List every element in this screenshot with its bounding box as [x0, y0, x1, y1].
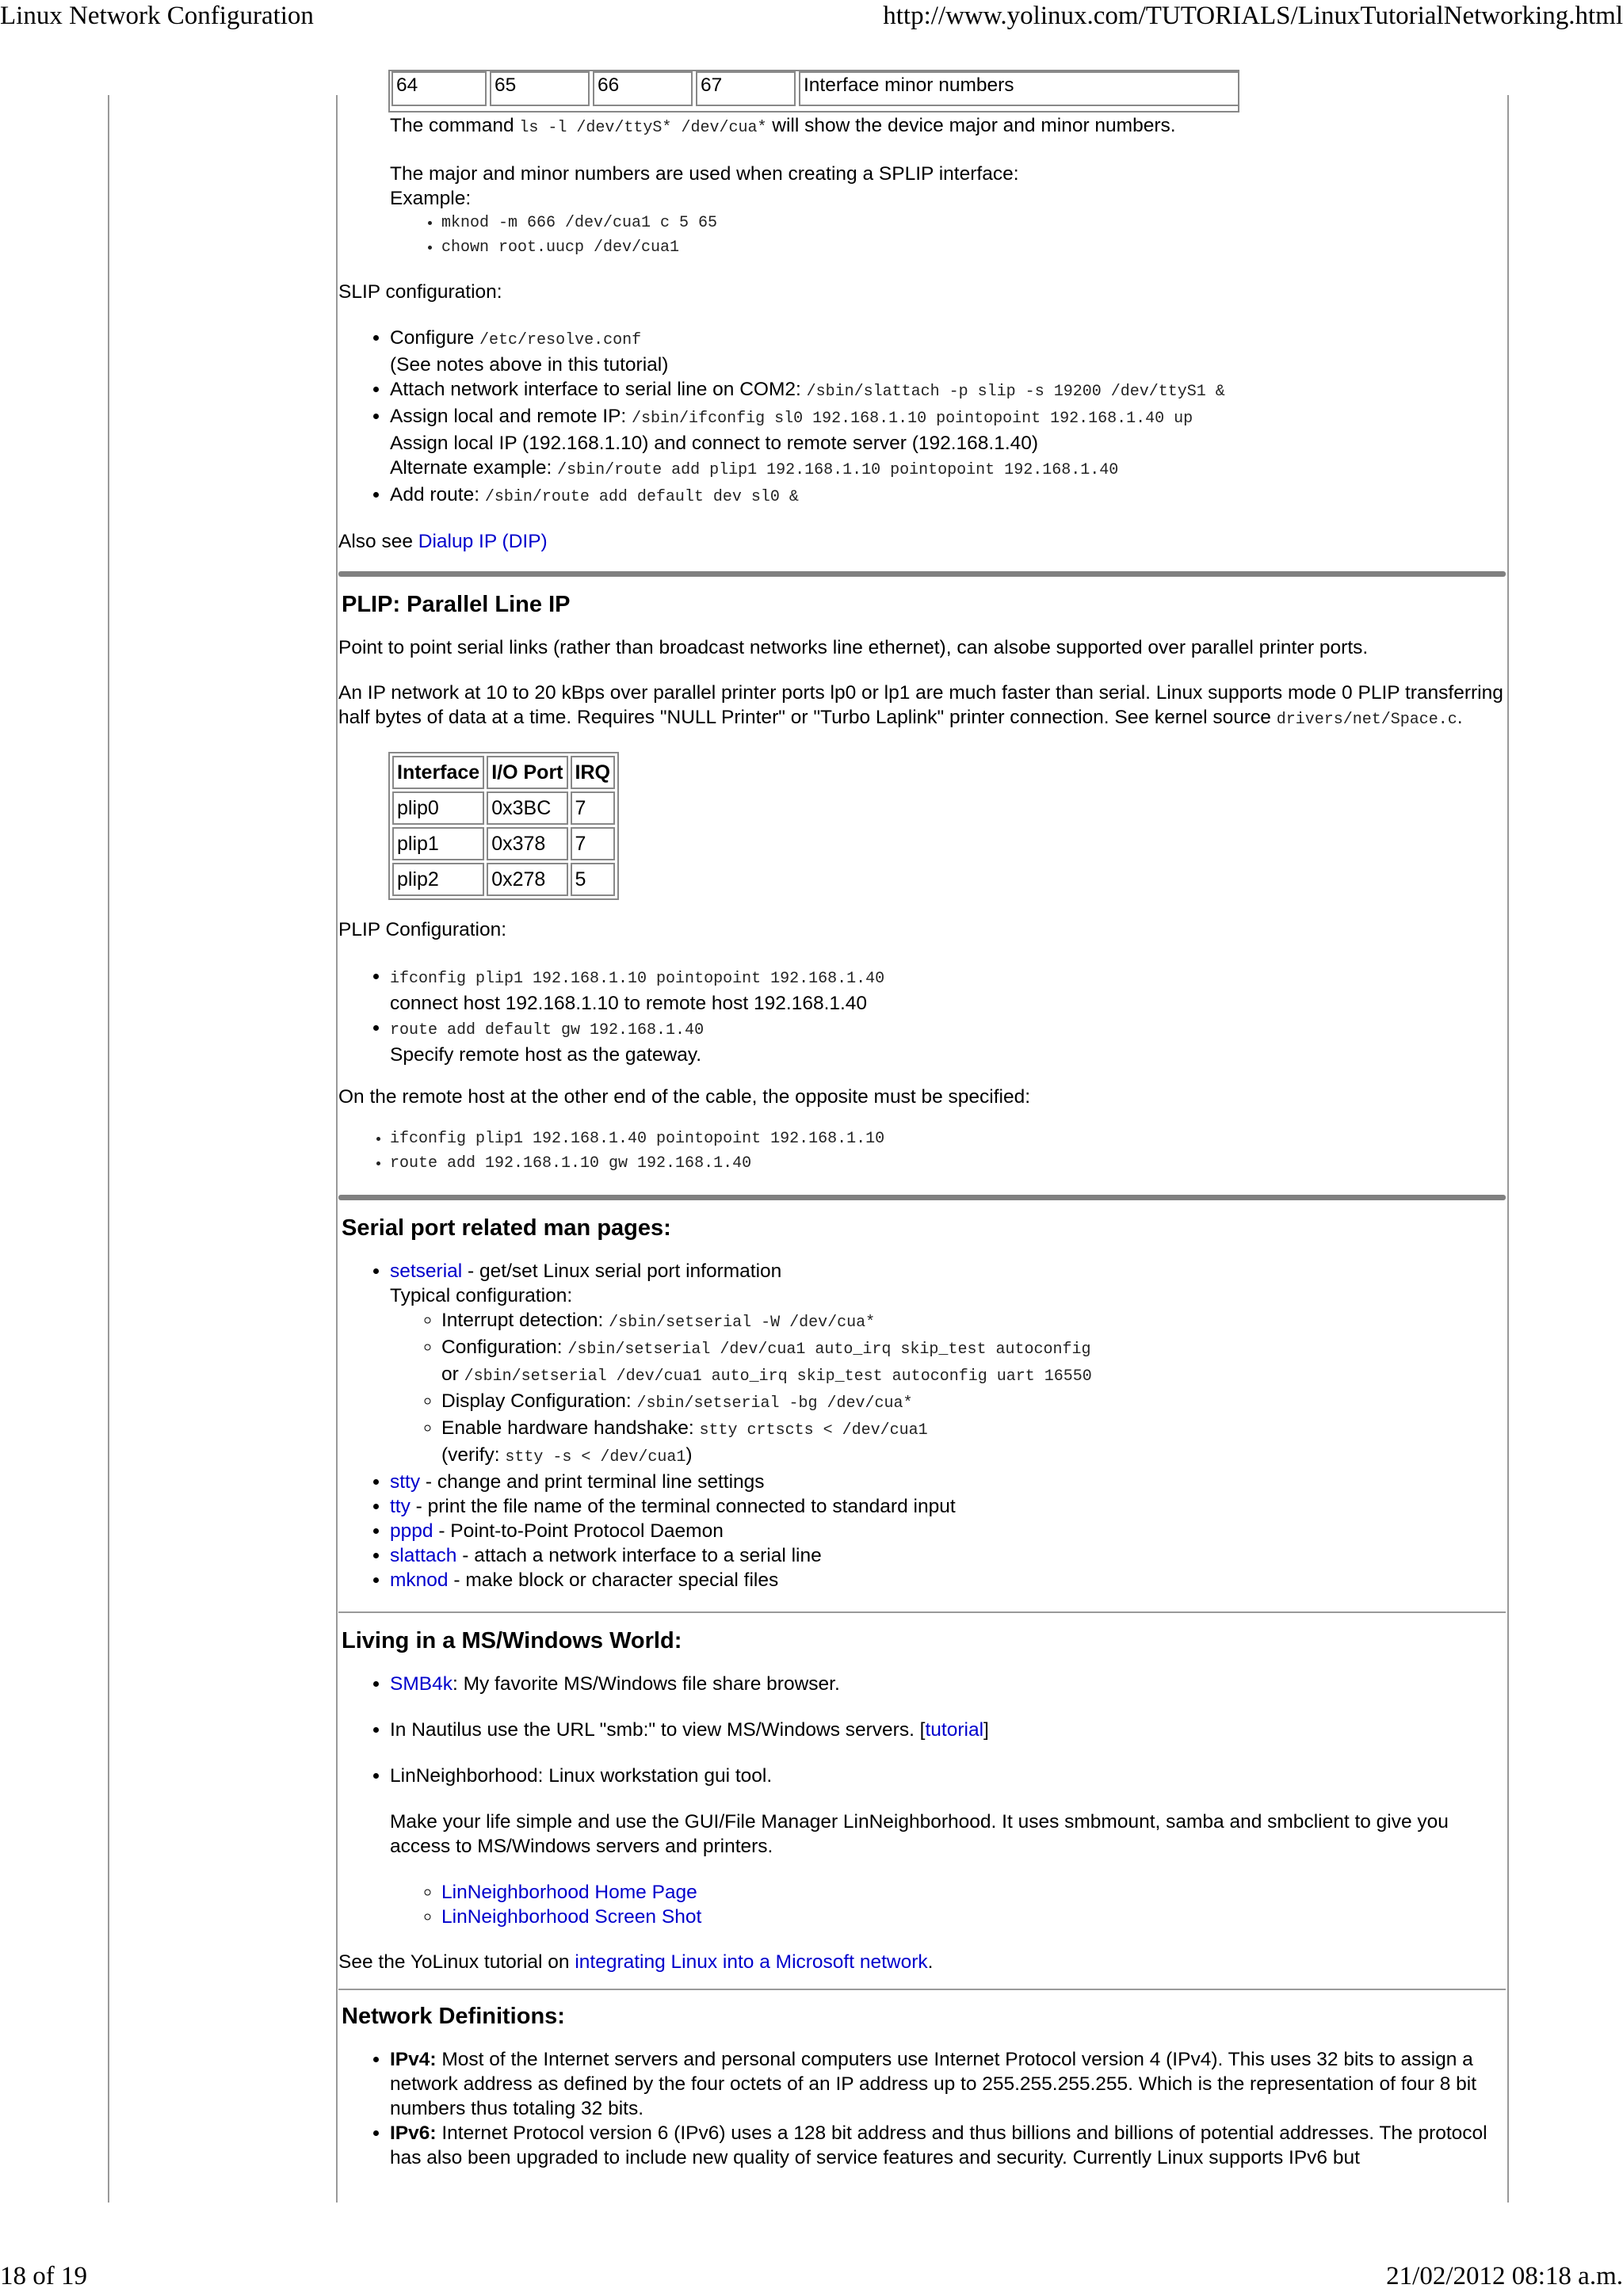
plip-paragraph: Point to point serial links (rather than broadcast networks line ethernet), can alsobe supported over parallel printer ports. — [338, 637, 1369, 658]
list-item — [441, 1880, 1506, 1905]
partial-cell: 67 — [696, 71, 796, 106]
list-item: ◦ Display Configuration: /sbin/setserial -bg /dev/cua* — [441, 1389, 1506, 1416]
list-item: • chown root.uucp /dev/cua1 — [441, 235, 1506, 260]
partial-cell: 64 — [391, 71, 487, 106]
table-cell: 0x278 — [487, 863, 567, 896]
mknod-link[interactable]: mknod — [390, 1569, 449, 1591]
list-item: • mknod -m 666 /dev/cua1 c 5 65 — [441, 211, 1506, 235]
definitions-heading: Network Definitions: — [342, 2004, 565, 2029]
list-item: • Assign local and remote IP: /sbin/ifconfig sl0 192.168.1.10 pointopoint 192.168.1.40 up Assign local IP (192.168.1.10) and connect to remote server (192.168.1.40) Alternate example: /sbin/route add plip1 192.168.1.10 pointopoint 192.168.1.40 — [390, 404, 1506, 482]
table-row — [392, 791, 615, 825]
list-item: • mknod - make block or character special files — [390, 1568, 1506, 1592]
table-header: I/O Port — [487, 756, 567, 789]
plip-heading: PLIP: Parallel Line IP — [342, 592, 571, 617]
print-header-url: http://www.yolinux.com/TUTORIALS/LinuxTutorialNetworking.html — [883, 2, 1623, 30]
table-row — [392, 827, 615, 860]
list-item: • setserial - get/set Linux serial port information Typical configuration: ◦ Interrupt detection: /sbin/setserial -W /dev/cua* ◦ Configuration: /sbin/setserial /dev/cua1 auto_irq skip_test autoconfig or /sbin/setserial /dev/cua1 auto_irq skip_test autoconfig uart 16550 ◦ Display Configuration: /sbin/setserial -bg /dev/cua* ◦ Enable hardware handshake: stty crtscts < /dev/cua1 (verify: stty -s < /dev/cua1) — [390, 1259, 1506, 1470]
plip-paragraph: An IP network at 10 to 20 kBps over parallel printer ports lp0 or lp1 are much faster than serial. Linux supports mode 0 PLIP transferring half bytes of data at a time. Requires "NULL Printer" or "Turbo Laplink" printer connection. See kernel source drivers/net/Space.c. — [338, 682, 1503, 729]
smb4k-link[interactable]: SMB4k — [390, 1673, 453, 1695]
table-cell: 0x378 — [487, 827, 567, 860]
stty-link[interactable]: stty — [390, 1471, 421, 1493]
table-cell: 7 — [571, 827, 615, 860]
content-left-rule — [336, 95, 338, 2203]
see-yolinux-text: See the YoLinux tutorial on integrating Linux into a Microsoft network. — [338, 1951, 934, 1973]
table-cell: plip2 — [392, 863, 484, 896]
ms-network-link[interactable]: integrating Linux into a Microsoft network — [575, 1951, 928, 1973]
list-item: • Attach network interface to serial line on COM2: /sbin/slattach -p slip -s 19200 /dev/ttyS1 & — [390, 377, 1506, 404]
print-footer-datetime: 21/02/2012 08:18 a.m. — [1386, 2262, 1623, 2290]
plip-table — [388, 752, 619, 900]
list-item: • slattach - attach a network interface to a serial line — [390, 1543, 1506, 1568]
section-divider — [338, 1611, 1506, 1613]
code-ls: ls -l /dev/ttyS* /dev/cua* — [519, 119, 767, 137]
tty-link[interactable]: tty — [390, 1496, 411, 1517]
plip-config-heading: PLIP Configuration: — [338, 919, 507, 940]
list-item: • route add default gw 192.168.1.40 Specify remote host as the gateway. — [390, 1016, 1506, 1067]
list-item: • LinNeighborhood: Linux workstation gui tool. Make your life simple and use the GUI/File Manager LinNeighborhood. It uses smbmount, samba and smbclient to give you access to MS/Windows servers and printers. ◦ LinNeighborhood Home Page ◦ LinNeighborhood Screen Shot — [390, 1764, 1506, 1929]
linneighborhood-links — [390, 1880, 1506, 1929]
table-cell: 7 — [571, 791, 615, 825]
plip-remote-text: On the remote host at the other end of the cable, the opposite must be specified: — [338, 1086, 1031, 1108]
list-item: • Configure /etc/resolve.conf (See notes above in this tutorial) — [390, 326, 1506, 377]
table-header: IRQ — [571, 756, 615, 789]
windows-list — [338, 1672, 1506, 1929]
linneighborhood-desc: Make your life simple and use the GUI/File Manager LinNeighborhood. It uses smbmount, samba and smbclient to give you access to MS/Windows servers and printers. — [390, 1811, 1449, 1857]
list-item: • IPv4: Most of the Internet servers and personal computers use Internet Protocol version 4 (IPv4). This uses 32 bits to assign a network address as defined by the four octets of an IP address up to 255.255.255.255. Which is the representation of four 8 bit numbers thus totaling 32 bits. — [390, 2047, 1506, 2121]
example-list — [338, 211, 1506, 260]
table-cell: plip0 — [392, 791, 484, 825]
list-item: • In Nautilus use the URL "smb:" to view MS/Windows servers. [tutorial] — [390, 1718, 1506, 1742]
windows-heading: Living in a MS/Windows World: — [342, 1628, 682, 1653]
slip-heading: SLIP configuration: — [338, 281, 502, 303]
list-item: • SMB4k: My favorite MS/Windows file share browser. — [390, 1672, 1506, 1696]
list-item: • pppd - Point-to-Point Protocol Daemon — [390, 1519, 1506, 1543]
section-divider — [338, 571, 1506, 577]
plip-config-list — [338, 964, 1506, 1067]
partial-cell: 65 — [490, 71, 590, 106]
table-header: Interface — [392, 756, 484, 789]
list-item: ◦ Configuration: /sbin/setserial /dev/cua1 auto_irq skip_test autoconfig or /sbin/setserial /dev/cua1 auto_irq skip_test autoconfig uart 16550 — [441, 1335, 1506, 1389]
device-numbers-text: The command ls -l /dev/ttyS* /dev/cua* will show the device major and minor numbers. — [390, 115, 1176, 137]
dialup-ip-link[interactable]: Dialup IP (DIP) — [418, 531, 548, 552]
print-footer-page: 18 of 19 — [0, 2262, 87, 2290]
definitions-list — [338, 2047, 1506, 2170]
table-row — [392, 863, 615, 896]
list-item: • tty - print the file name of the terminal connected to standard input — [390, 1494, 1506, 1519]
example-label: Example: — [390, 188, 472, 209]
list-item: • ifconfig plip1 192.168.1.10 pointopoint 192.168.1.40 connect host 192.168.1.10 to remote host 192.168.1.40 — [390, 964, 1506, 1016]
table-cell: 0x3BC — [487, 791, 567, 825]
article-content — [338, 71, 1506, 2170]
list-item — [441, 1905, 1506, 1929]
print-header-title: Linux Network Configuration — [0, 2, 314, 30]
left-frame-rule — [108, 95, 109, 2203]
list-item: • IPv6: Internet Protocol version 6 (IPv6) uses a 128 bit address and thus billions and billions of potential addresses. The protocol has also been upgraded to include new quality of service features and security. Currently Linux supports IPv6 but — [390, 2121, 1506, 2170]
section-divider — [338, 1195, 1506, 1200]
partial-cell: 66 — [593, 71, 693, 106]
also-see-text: Also see Dialup IP (DIP) — [338, 531, 548, 552]
list-item: • Add route: /sbin/route add default dev sl0 & — [390, 482, 1506, 509]
list-item: • stty - change and print terminal line settings — [390, 1470, 1506, 1494]
pppd-link[interactable]: pppd — [390, 1520, 433, 1542]
major-minor-text: The major and minor numbers are used when creating a SPLIP interface: — [390, 163, 1019, 185]
list-item: • route add 192.168.1.10 gw 192.168.1.40 — [390, 1151, 1506, 1176]
content-right-rule — [1507, 95, 1509, 2203]
section-divider — [338, 1989, 1506, 1990]
page-bottom-mask — [0, 2204, 1623, 2260]
setserial-sublist — [390, 1308, 1506, 1470]
serial-heading: Serial port related man pages: — [342, 1215, 671, 1241]
slip-list — [338, 326, 1506, 509]
partial-cell: Interface minor numbers — [799, 71, 1239, 106]
slattach-link[interactable]: slattach — [390, 1545, 457, 1566]
plip-remote-list — [338, 1127, 1506, 1176]
serial-man-list — [338, 1259, 1506, 1592]
linneighborhood-home-link[interactable]: LinNeighborhood Home Page — [441, 1882, 697, 1903]
setserial-link[interactable]: setserial — [390, 1261, 463, 1282]
list-item: ◦ Interrupt detection: /sbin/setserial -W /dev/cua* — [441, 1308, 1506, 1335]
table-cell: 5 — [571, 863, 615, 896]
table-cell: plip1 — [392, 827, 484, 860]
list-item: • ifconfig plip1 192.168.1.40 pointopoint 192.168.1.10 — [390, 1127, 1506, 1151]
table-header-row — [392, 756, 615, 789]
nautilus-tutorial-link[interactable]: tutorial — [925, 1719, 984, 1741]
list-item: ◦ Enable hardware handshake: stty crtscts < /dev/cua1 (verify: stty -s < /dev/cua1) — [441, 1416, 1506, 1470]
linneighborhood-screenshot-link[interactable]: LinNeighborhood Screen Shot — [441, 1906, 702, 1928]
